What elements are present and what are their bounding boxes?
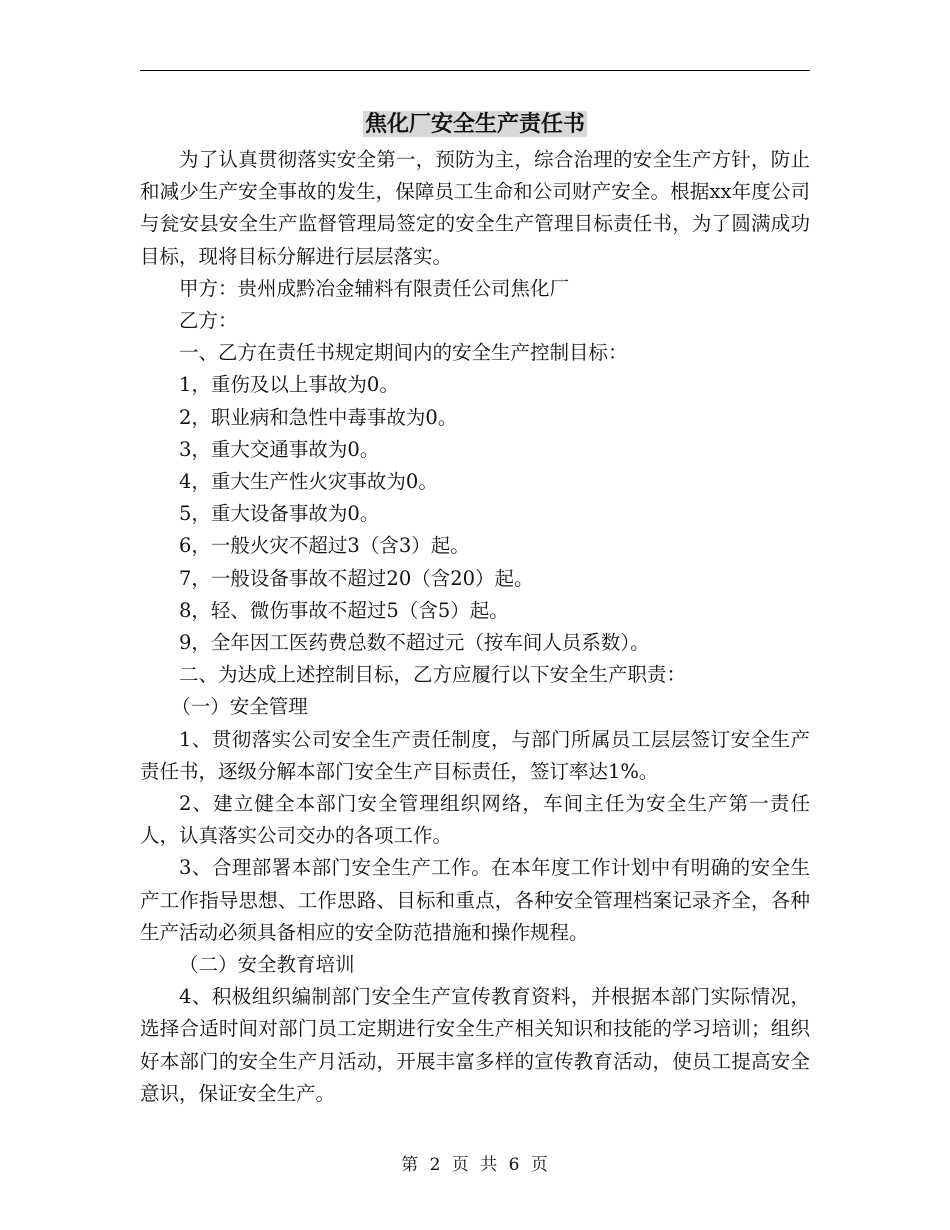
duty-item-2: 2、建立健全本部门安全管理组织网络，车间主任为安全生产第一责任人，认真落实公司交办的各项工作。 (140, 792, 810, 848)
target-item-4: 4，重大生产性火灾事故为0。 (179, 470, 438, 494)
target-item-9: 9，全年因工医药费总数不超过元（按车间人员系数）。 (179, 631, 650, 655)
document-title (0, 106, 950, 142)
target-item-6: 6，一般火灾不超过3（含3）起。 (179, 534, 470, 558)
section-2-heading: 二、为达成上述控制目标，乙方应履行以下安全生产职责： (179, 663, 687, 687)
target-item-2: 2，职业病和急性中毒事故为0。 (179, 405, 458, 429)
subsection-safety-management: （一）安全管理 (171, 695, 308, 719)
duty-item-1: 1、贯彻落实公司安全生产责任制度，与部门所属员工层层签订安全生产责任书，逐级分解本部门安全生产目标责任，签订率达1%。 (140, 727, 810, 783)
target-item-1: 1，重伤及以上事故为0。 (179, 373, 399, 397)
page-number-footer: 第 2 页 共 6 页 (401, 1155, 549, 1175)
party-a-line: 甲方：贵州成黔冶金辅料有限责任公司焦化厂 (179, 276, 570, 300)
party-b-line: 乙方： (179, 309, 238, 333)
target-item-3: 3，重大交通事故为0。 (179, 437, 380, 461)
section-1-heading: 一、乙方在责任书规定期间内的安全生产控制目标： (179, 341, 628, 365)
document-body (140, 144, 810, 1110)
document-title-text: 焦化厂安全生产责任书 (364, 111, 585, 137)
target-item-5: 5，重大设备事故为0。 (179, 502, 380, 526)
target-item-8: 8，轻、微伤事故不超过5（含5）起。 (179, 598, 509, 622)
intro-paragraph: 为了认真贯彻落实安全第一，预防为主，综合治理的安全生产方针，防止和减少生产安全事故的发生，保障员工生命和公司财产安全。根据xx年度公司与瓮安县安全生产监督管理局签定的安全生产管理目标责任书，为了圆满成功目标，现将目标分解进行层层落实。 (140, 148, 810, 268)
header-rule (140, 70, 810, 71)
duty-item-4: 4、积极组织编制部门安全生产宣传教育资料，并根据本部门实际情况，选择合适时间对部门员工定期进行安全生产相关知识和技能的学习培训；组织好本部门的安全生产月活动，开展丰富多样的宣传教育活动，使员工提高安全意识，保证安全生产。 (140, 985, 810, 1105)
duty-item-3: 3、合理部署本部门安全生产工作。在本年度工作计划中有明确的安全生产工作指导思想、工作思路、目标和重点，各种安全管理档案记录齐全，各种生产活动必须具备相应的安全防范措施和操作规程。 (140, 856, 810, 944)
subsection-safety-training: （二）安全教育培训 (179, 953, 355, 977)
target-item-7: 7，一般设备事故不超过20（含20）起。 (179, 566, 534, 590)
